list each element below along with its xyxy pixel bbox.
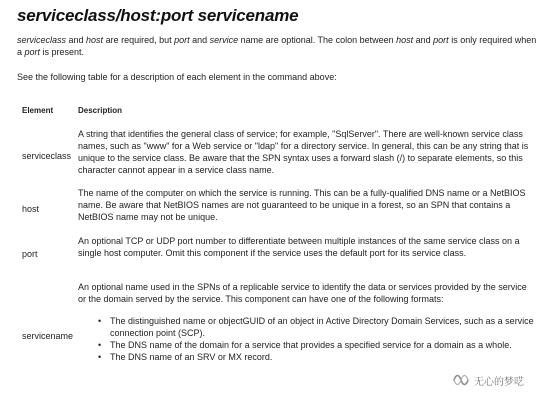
term-host: host (396, 35, 414, 45)
intro-paragraph (17, 34, 537, 58)
description-host: The name of the computer on which the service is running. This can be a fully-qualified DNS name or a NetBIOS name. Be aware that NetBIOS names are not guaranteed to be unique in a forest, so an SPN that contains a NetBIOS name may not be unique. (78, 188, 526, 222)
element-host: host (22, 204, 40, 214)
term-port: port (24, 47, 41, 57)
list-item-text: The distinguished name or objectGUID of an object in Active Directory Domain Services, such as a service connection point (SCP). (110, 316, 534, 338)
term-host: host (86, 35, 104, 45)
description-port: An optional TCP or UDP port number to differentiate between multiple instances of the same service class on a single host computer. Omit this component if the service uses the default port for its service class. (78, 236, 520, 258)
intro-text: is present. (40, 47, 85, 57)
watermark (452, 369, 552, 391)
description-servicename: An optional name used in the SPNs of a replicable service to identify the data or services provided by the service or the domain served by the service. This component can have one of the following formats: (78, 282, 527, 304)
list-item (78, 351, 536, 363)
intro-text: are required, but (103, 35, 175, 45)
servicename-format-list (78, 315, 536, 363)
list-item (78, 339, 536, 351)
intro-text: and (413, 35, 434, 45)
list-item-text: The DNS name of the domain for a service that provides a specified service for a domain as a whole. (110, 340, 512, 350)
term-serviceclass: serviceclass (17, 35, 67, 45)
term-port: port (174, 35, 190, 45)
element-serviceclass: serviceclass (22, 151, 72, 161)
element-port: port (22, 249, 38, 259)
intro-text: and (66, 35, 87, 45)
column-header-element: Element (22, 106, 54, 115)
bullet-dot: • (98, 316, 102, 326)
element-servicename: servicename (22, 331, 74, 341)
description-serviceclass: A string that identifies the general class of service; for example, "SqlServer". There are well-known service class names, such as "www" for a Web service or "ldap" for a directory service. In general, this can be any string that is unique to the service class. Be aware that the SPN syntax uses a forward slash (/) to separate elements, so this character cannot appear in a service class name. (78, 129, 529, 175)
bullet-dot: • (98, 352, 102, 362)
list-item (78, 315, 536, 339)
watermark-text: 无心的梦呓 (474, 376, 524, 388)
bullet-dot: • (98, 340, 102, 350)
intro-text: and (189, 35, 210, 45)
intro-text: name are optional. The colon between (238, 35, 397, 45)
page-title: serviceclass/host:port servicename (17, 6, 299, 25)
term-service: service (209, 35, 239, 45)
list-item-text: The DNS name of an SRV or MX record. (110, 352, 273, 362)
intro-text: is only required when a (17, 35, 537, 57)
wechat-channel-icon (452, 371, 470, 389)
table-intro: See the following table for a description of each element in the command above: (17, 72, 337, 82)
term-port: port (433, 35, 449, 45)
column-header-description: Description (78, 106, 123, 115)
